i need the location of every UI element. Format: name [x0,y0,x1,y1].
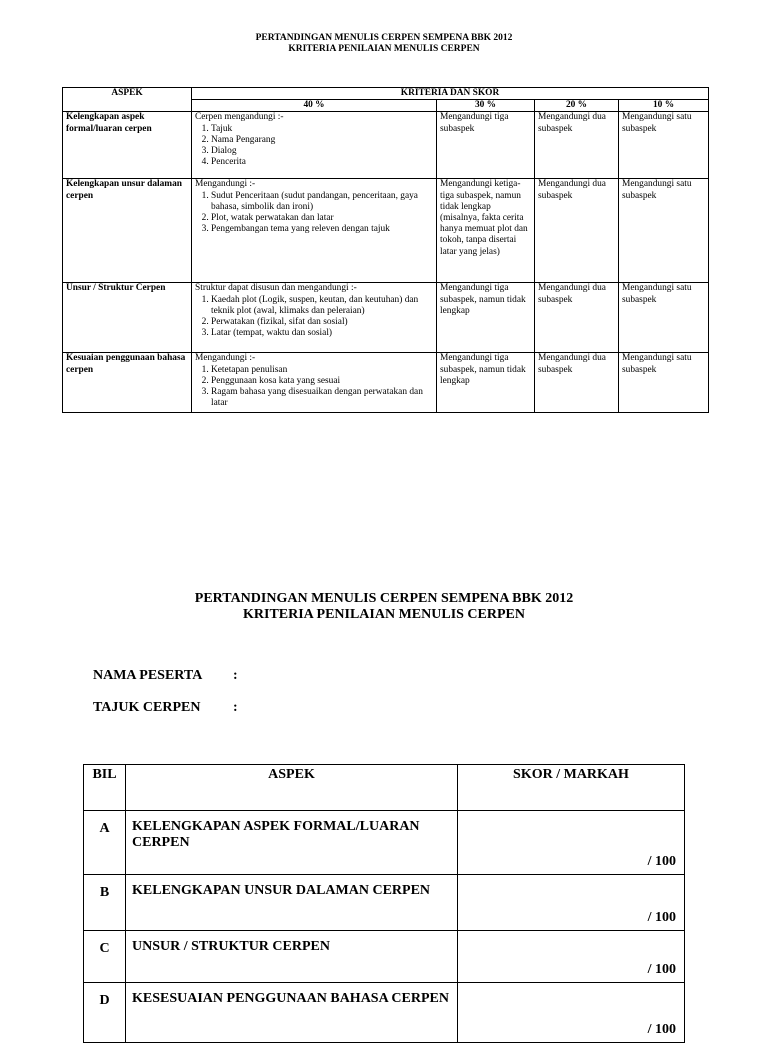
list-item: 3. Ragam bahasa yang disesuaikan dengan perwatakan dan latar [211,387,433,409]
list-item: 2. Perwatakan (fizikal, sifat dan sosial) [211,317,433,328]
criteria-30-cell: Mengandungi tiga subaspek, namun tidak lengkap [437,283,535,353]
list-item: 1. Tajuk [211,124,433,135]
list-item: 2. Penggunaan kosa kata yang sesuai [211,376,433,387]
list-item: 4. Pencerita [211,157,433,168]
table-row [84,931,685,983]
criteria-list [195,124,433,169]
criteria-10-cell: Mengandungi satu subaspek [619,283,709,353]
criteria-intro: Cerpen mengandungi :- [195,112,284,123]
criteria-30-cell: Mengandungi ketiga-tiga subaspek, namun tidak lengkap (misalnya, fakta cerita hanya memuat plot dan tokoh, tanpa disertai latar yang jelas) [437,179,535,283]
list-item: 2. Nama Pengarang [211,135,433,146]
aspek-cell: Kesuaian penggunaan bahasa cerpen [63,353,192,413]
tajuk-cerpen-label: TAJUK CERPEN [93,700,201,715]
bil-cell: C [84,931,126,983]
form-title-line2: KRITERIA PENILAIAN MENULIS CERPEN [243,607,525,622]
list-item: 3. Latar (tempat, waktu dan sosial) [211,328,433,339]
aspek-header: ASPEK [63,88,192,112]
skor-cell: / 100 [458,875,685,931]
skor-header: SKOR / MARKAH [458,765,685,811]
criteria-intro: Mengandungi :- [195,179,256,190]
list-item: 3. Dialog [211,146,433,157]
score-header-40: 40 % [192,100,437,112]
score-header-20: 20 % [535,100,619,112]
nama-peserta-colon: : [233,668,238,683]
criteria-20-cell: Mengandungi dua subaspek [535,112,619,179]
table-row [63,179,709,283]
bil-cell: B [84,875,126,931]
criteria-10-cell: Mengandungi satu subaspek [619,179,709,283]
aspek-cell: Unsur / Struktur Cerpen [63,283,192,353]
page-title-line1: PERTANDINGAN MENULIS CERPEN SEMPENA BBK 2012 [255,33,513,43]
table-row [63,283,709,353]
bil-header: BIL [84,765,126,811]
bil-cell: D [84,983,126,1043]
aspek-cell: KESESUAIAN PENGGUNAAN BAHASA CERPEN [126,983,458,1043]
aspek-cell: Kelengkapan aspek formal/luaran cerpen [63,112,192,179]
nama-peserta-label: NAMA PESERTA [93,668,203,683]
form-title-line1: PERTANDINGAN MENULIS CERPEN SEMPENA BBK 2012 [194,591,574,606]
criteria-list [195,365,433,410]
criteria-list [195,295,433,340]
criteria-intro: Mengandungi :- [195,353,256,364]
skor-cell: / 100 [458,931,685,983]
score-header-row [84,765,685,811]
criteria-header-row [63,88,709,100]
criteria-40-cell [192,112,437,179]
list-item: 2. Plot, watak perwatakan dan latar [211,213,433,224]
criteria-20-cell: Mengandungi dua subaspek [535,179,619,283]
criteria-20-cell: Mengandungi dua subaspek [535,283,619,353]
list-item: 1. Sudut Penceritaan (sudut pandangan, penceritaan, gaya bahasa, simbolik dan ironi) [211,191,433,213]
criteria-10-cell: Mengandungi satu subaspek [619,112,709,179]
table-row [63,353,709,413]
skor-cell: / 100 [458,983,685,1043]
aspek-cell: Kelengkapan unsur dalaman cerpen [63,179,192,283]
page-title-line2: KRITERIA PENILAIAN MENULIS CERPEN [288,44,480,54]
criteria-10-cell: Mengandungi satu subaspek [619,353,709,413]
score-table [83,764,685,1043]
aspek-header: ASPEK [126,765,458,811]
criteria-intro: Struktur dapat disusun dan mengandungi :- [195,283,357,294]
aspek-cell: KELENGKAPAN UNSUR DALAMAN CERPEN [126,875,458,931]
skor-cell: / 100 [458,811,685,875]
table-row [84,811,685,875]
criteria-40-cell [192,179,437,283]
aspek-cell: UNSUR / STRUKTUR CERPEN [126,931,458,983]
tajuk-cerpen-colon: : [233,700,238,715]
criteria-40-cell [192,353,437,413]
criteria-20-cell: Mengandungi dua subaspek [535,353,619,413]
aspek-cell: KELENGKAPAN ASPEK FORMAL/LUARAN CERPEN [126,811,458,875]
table-row [63,112,709,179]
nama-peserta-field [93,668,238,684]
list-item: 1. Ketetapan penulisan [211,365,433,376]
bil-cell: A [84,811,126,875]
tajuk-cerpen-field [93,700,238,716]
table-row [84,875,685,931]
table-row [84,983,685,1043]
criteria-list [195,191,433,236]
score-header-30: 30 % [437,100,535,112]
list-item: 3. Pengembangan tema yang releven dengan tajuk [211,224,433,235]
criteria-table [62,87,709,413]
criteria-30-cell: Mengandungi tiga subaspek, namun tidak lengkap [437,353,535,413]
kriteria-header: KRITERIA DAN SKOR [192,88,709,100]
criteria-40-cell [192,283,437,353]
list-item: 1. Kaedah plot (Logik, suspen, keutan, dan keutuhan) dan teknik plot (awal, klimaks dan peleraian) [211,295,433,317]
score-header-10: 10 % [619,100,709,112]
criteria-30-cell: Mengandungi tiga subaspek [437,112,535,179]
